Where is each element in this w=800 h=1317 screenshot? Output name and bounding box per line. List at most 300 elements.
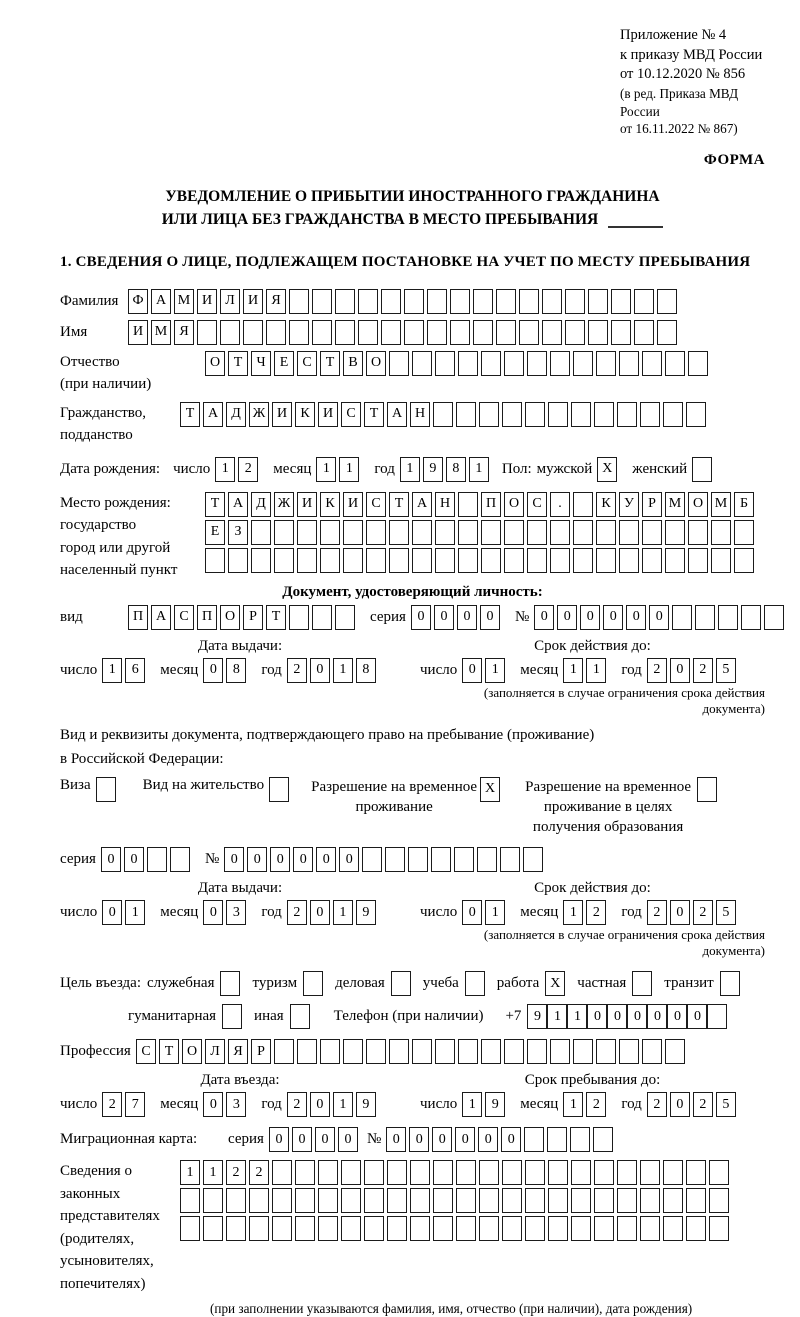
char-cell[interactable] [672, 605, 692, 630]
char-cell[interactable] [571, 1160, 591, 1185]
char-cell[interactable]: 1 [125, 900, 145, 925]
char-cell[interactable]: А [203, 402, 223, 427]
temp-residence-edu-checkbox[interactable] [697, 777, 717, 802]
char-cell[interactable] [335, 289, 355, 314]
char-cell[interactable]: Р [642, 492, 662, 517]
char-cell[interactable] [741, 605, 761, 630]
char-cell[interactable] [496, 320, 516, 345]
char-cell[interactable] [320, 520, 340, 545]
char-cell[interactable] [320, 1039, 340, 1064]
char-cell[interactable] [251, 548, 271, 573]
char-cell[interactable] [524, 1127, 544, 1152]
char-cell[interactable]: И [128, 320, 148, 345]
char-cell[interactable]: А [151, 605, 171, 630]
char-cell[interactable] [550, 520, 570, 545]
char-cell[interactable]: 2 [249, 1160, 269, 1185]
char-cell[interactable] [523, 847, 543, 872]
char-cell[interactable] [404, 320, 424, 345]
char-cell[interactable]: К [320, 492, 340, 517]
char-cell[interactable] [548, 1188, 568, 1213]
char-cell[interactable]: 0 [386, 1127, 406, 1152]
char-cell[interactable] [500, 847, 520, 872]
char-cell[interactable] [412, 548, 432, 573]
char-cell[interactable]: Д [251, 492, 271, 517]
char-cell[interactable]: И [318, 402, 338, 427]
char-cell[interactable] [686, 1216, 706, 1241]
char-cell[interactable]: 0 [627, 1004, 647, 1029]
char-cell[interactable]: Е [205, 520, 225, 545]
char-cell[interactable] [642, 548, 662, 573]
char-cell[interactable] [274, 1039, 294, 1064]
char-cell[interactable]: П [197, 605, 217, 630]
char-cell[interactable] [525, 402, 545, 427]
char-cell[interactable] [458, 1039, 478, 1064]
char-cell[interactable] [588, 289, 608, 314]
char-cell[interactable] [243, 320, 263, 345]
char-cell[interactable]: 0 [270, 847, 290, 872]
char-cell[interactable] [594, 402, 614, 427]
char-cell[interactable] [226, 1216, 246, 1241]
char-cell[interactable] [450, 320, 470, 345]
char-cell[interactable] [412, 351, 432, 376]
residence-permit-checkbox[interactable] [269, 777, 289, 802]
char-cell[interactable]: 6 [125, 658, 145, 683]
char-cell[interactable]: К [295, 402, 315, 427]
char-cell[interactable]: 2 [586, 1092, 606, 1117]
char-cell[interactable] [170, 847, 190, 872]
char-cell[interactable] [266, 320, 286, 345]
char-cell[interactable] [274, 520, 294, 545]
char-cell[interactable]: 0 [462, 658, 482, 683]
char-cell[interactable] [297, 520, 317, 545]
char-cell[interactable] [686, 402, 706, 427]
char-cell[interactable] [573, 1039, 593, 1064]
char-cell[interactable]: 7 [125, 1092, 145, 1117]
char-cell[interactable] [504, 351, 524, 376]
char-cell[interactable] [573, 351, 593, 376]
char-cell[interactable] [389, 1039, 409, 1064]
char-cell[interactable] [686, 1160, 706, 1185]
char-cell[interactable] [318, 1188, 338, 1213]
char-cell[interactable]: 0 [434, 605, 454, 630]
char-cell[interactable]: 0 [670, 1092, 690, 1117]
char-cell[interactable]: О [504, 492, 524, 517]
char-cell[interactable]: 0 [534, 605, 554, 630]
char-cell[interactable]: 5 [716, 900, 736, 925]
char-cell[interactable]: 8 [226, 658, 246, 683]
char-cell[interactable] [456, 402, 476, 427]
char-cell[interactable]: 2 [226, 1160, 246, 1185]
char-cell[interactable] [527, 548, 547, 573]
char-cell[interactable] [297, 1039, 317, 1064]
char-cell[interactable] [548, 402, 568, 427]
char-cell[interactable] [412, 1039, 432, 1064]
char-cell[interactable] [479, 402, 499, 427]
char-cell[interactable] [665, 1039, 685, 1064]
char-cell[interactable]: В [343, 351, 363, 376]
male-checkbox[interactable]: X [597, 457, 617, 482]
char-cell[interactable]: И [197, 289, 217, 314]
char-cell[interactable]: 0 [292, 1127, 312, 1152]
char-cell[interactable]: 0 [203, 900, 223, 925]
char-cell[interactable]: 0 [203, 658, 223, 683]
purpose-other-checkbox[interactable] [290, 1004, 310, 1029]
char-cell[interactable] [640, 1216, 660, 1241]
char-cell[interactable] [458, 492, 478, 517]
char-cell[interactable] [642, 520, 662, 545]
char-cell[interactable]: 9 [485, 1092, 505, 1117]
char-cell[interactable]: Д [226, 402, 246, 427]
char-cell[interactable] [203, 1188, 223, 1213]
char-cell[interactable] [289, 289, 309, 314]
char-cell[interactable] [596, 520, 616, 545]
char-cell[interactable] [695, 605, 715, 630]
char-cell[interactable]: 0 [626, 605, 646, 630]
char-cell[interactable] [764, 605, 784, 630]
char-cell[interactable] [427, 289, 447, 314]
char-cell[interactable] [593, 1127, 613, 1152]
char-cell[interactable]: 2 [287, 900, 307, 925]
char-cell[interactable] [686, 1188, 706, 1213]
char-cell[interactable]: Т [364, 402, 384, 427]
char-cell[interactable] [341, 1160, 361, 1185]
char-cell[interactable] [343, 1039, 363, 1064]
char-cell[interactable]: 3 [226, 900, 246, 925]
char-cell[interactable] [519, 289, 539, 314]
char-cell[interactable]: И [272, 402, 292, 427]
char-cell[interactable] [435, 1039, 455, 1064]
char-cell[interactable] [341, 1188, 361, 1213]
char-cell[interactable] [203, 1216, 223, 1241]
char-cell[interactable]: 0 [455, 1127, 475, 1152]
char-cell[interactable]: С [136, 1039, 156, 1064]
char-cell[interactable] [481, 1039, 501, 1064]
char-cell[interactable]: 2 [287, 658, 307, 683]
char-cell[interactable]: . [550, 492, 570, 517]
char-cell[interactable]: Р [243, 605, 263, 630]
char-cell[interactable]: Е [274, 351, 294, 376]
char-cell[interactable] [456, 1160, 476, 1185]
char-cell[interactable]: О [688, 492, 708, 517]
char-cell[interactable]: 1 [563, 900, 583, 925]
char-cell[interactable] [565, 289, 585, 314]
char-cell[interactable] [387, 1188, 407, 1213]
char-cell[interactable] [542, 320, 562, 345]
char-cell[interactable] [663, 1216, 683, 1241]
char-cell[interactable]: 0 [411, 605, 431, 630]
char-cell[interactable] [433, 402, 453, 427]
char-cell[interactable]: Т [205, 492, 225, 517]
char-cell[interactable] [496, 289, 516, 314]
char-cell[interactable]: 2 [647, 658, 667, 683]
char-cell[interactable] [479, 1216, 499, 1241]
char-cell[interactable]: О [205, 351, 225, 376]
char-cell[interactable]: 0 [457, 605, 477, 630]
char-cell[interactable]: И [243, 289, 263, 314]
char-cell[interactable] [663, 402, 683, 427]
char-cell[interactable]: Б [734, 492, 754, 517]
char-cell[interactable] [711, 548, 731, 573]
char-cell[interactable]: Р [251, 1039, 271, 1064]
char-cell[interactable] [527, 351, 547, 376]
char-cell[interactable] [596, 1039, 616, 1064]
char-cell[interactable]: 0 [310, 1092, 330, 1117]
char-cell[interactable] [251, 520, 271, 545]
char-cell[interactable] [665, 351, 685, 376]
female-checkbox[interactable] [692, 457, 712, 482]
char-cell[interactable] [548, 1160, 568, 1185]
char-cell[interactable]: О [366, 351, 386, 376]
char-cell[interactable]: 1 [485, 900, 505, 925]
char-cell[interactable] [387, 1160, 407, 1185]
visa-checkbox[interactable] [96, 777, 116, 802]
char-cell[interactable] [640, 1160, 660, 1185]
char-cell[interactable] [617, 1188, 637, 1213]
char-cell[interactable] [228, 548, 248, 573]
char-cell[interactable] [663, 1160, 683, 1185]
char-cell[interactable] [571, 1188, 591, 1213]
char-cell[interactable] [435, 520, 455, 545]
char-cell[interactable] [573, 548, 593, 573]
char-cell[interactable]: 8 [356, 658, 376, 683]
char-cell[interactable]: 1 [567, 1004, 587, 1029]
char-cell[interactable]: 0 [124, 847, 144, 872]
char-cell[interactable] [734, 520, 754, 545]
char-cell[interactable]: 1 [102, 658, 122, 683]
char-cell[interactable] [657, 320, 677, 345]
char-cell[interactable] [688, 548, 708, 573]
char-cell[interactable] [410, 1188, 430, 1213]
char-cell[interactable]: Н [435, 492, 455, 517]
char-cell[interactable]: И [343, 492, 363, 517]
char-cell[interactable] [611, 320, 631, 345]
char-cell[interactable] [707, 1004, 727, 1029]
purpose-humanitarian-checkbox[interactable] [222, 1004, 242, 1029]
char-cell[interactable] [456, 1188, 476, 1213]
char-cell[interactable]: 1 [316, 457, 336, 482]
char-cell[interactable]: 1 [547, 1004, 567, 1029]
char-cell[interactable]: А [151, 289, 171, 314]
char-cell[interactable]: К [596, 492, 616, 517]
char-cell[interactable]: 1 [333, 658, 353, 683]
char-cell[interactable]: Т [159, 1039, 179, 1064]
char-cell[interactable]: 0 [247, 847, 267, 872]
char-cell[interactable] [502, 1188, 522, 1213]
char-cell[interactable] [734, 548, 754, 573]
char-cell[interactable]: О [182, 1039, 202, 1064]
char-cell[interactable]: П [128, 605, 148, 630]
char-cell[interactable] [525, 1160, 545, 1185]
char-cell[interactable] [295, 1216, 315, 1241]
char-cell[interactable] [542, 289, 562, 314]
char-cell[interactable] [565, 320, 585, 345]
char-cell[interactable] [343, 520, 363, 545]
char-cell[interactable] [596, 548, 616, 573]
char-cell[interactable]: 1 [469, 457, 489, 482]
char-cell[interactable] [688, 520, 708, 545]
char-cell[interactable] [272, 1160, 292, 1185]
char-cell[interactable] [389, 520, 409, 545]
char-cell[interactable]: 1 [563, 658, 583, 683]
char-cell[interactable] [295, 1160, 315, 1185]
char-cell[interactable] [709, 1216, 729, 1241]
char-cell[interactable] [502, 1216, 522, 1241]
char-cell[interactable]: С [366, 492, 386, 517]
char-cell[interactable]: Т [266, 605, 286, 630]
char-cell[interactable] [619, 548, 639, 573]
char-cell[interactable] [362, 847, 382, 872]
char-cell[interactable] [477, 847, 497, 872]
char-cell[interactable] [385, 847, 405, 872]
char-cell[interactable] [458, 520, 478, 545]
char-cell[interactable] [343, 548, 363, 573]
char-cell[interactable] [381, 320, 401, 345]
char-cell[interactable] [341, 1216, 361, 1241]
char-cell[interactable]: С [527, 492, 547, 517]
char-cell[interactable]: 0 [501, 1127, 521, 1152]
char-cell[interactable]: 0 [432, 1127, 452, 1152]
char-cell[interactable] [570, 1127, 590, 1152]
purpose-work-checkbox[interactable]: X [545, 971, 565, 996]
purpose-commercial-checkbox[interactable] [391, 971, 411, 996]
char-cell[interactable] [147, 847, 167, 872]
char-cell[interactable]: 0 [557, 605, 577, 630]
char-cell[interactable]: 0 [203, 1092, 223, 1117]
char-cell[interactable]: Ф [128, 289, 148, 314]
char-cell[interactable] [226, 1188, 246, 1213]
char-cell[interactable] [527, 1039, 547, 1064]
char-cell[interactable]: У [619, 492, 639, 517]
char-cell[interactable] [454, 847, 474, 872]
char-cell[interactable]: А [387, 402, 407, 427]
char-cell[interactable]: Ж [249, 402, 269, 427]
char-cell[interactable]: 0 [480, 605, 500, 630]
char-cell[interactable] [450, 289, 470, 314]
char-cell[interactable]: Я [228, 1039, 248, 1064]
char-cell[interactable] [433, 1216, 453, 1241]
char-cell[interactable]: Я [174, 320, 194, 345]
char-cell[interactable]: 1 [563, 1092, 583, 1117]
char-cell[interactable]: 1 [333, 1092, 353, 1117]
char-cell[interactable] [711, 520, 731, 545]
char-cell[interactable]: Т [228, 351, 248, 376]
char-cell[interactable] [197, 320, 217, 345]
char-cell[interactable] [364, 1160, 384, 1185]
char-cell[interactable] [458, 548, 478, 573]
char-cell[interactable] [335, 605, 355, 630]
char-cell[interactable] [571, 402, 591, 427]
char-cell[interactable] [479, 1188, 499, 1213]
char-cell[interactable] [619, 351, 639, 376]
char-cell[interactable]: Т [320, 351, 340, 376]
char-cell[interactable]: 2 [693, 900, 713, 925]
char-cell[interactable] [410, 1160, 430, 1185]
char-cell[interactable]: З [228, 520, 248, 545]
char-cell[interactable] [611, 289, 631, 314]
char-cell[interactable] [408, 847, 428, 872]
char-cell[interactable] [548, 1216, 568, 1241]
char-cell[interactable] [272, 1188, 292, 1213]
char-cell[interactable]: 0 [269, 1127, 289, 1152]
char-cell[interactable]: 1 [333, 900, 353, 925]
char-cell[interactable] [525, 1188, 545, 1213]
char-cell[interactable] [617, 1216, 637, 1241]
char-cell[interactable] [573, 492, 593, 517]
char-cell[interactable]: 1 [215, 457, 235, 482]
char-cell[interactable] [481, 351, 501, 376]
char-cell[interactable]: 1 [339, 457, 359, 482]
char-cell[interactable]: 0 [310, 900, 330, 925]
char-cell[interactable] [663, 1188, 683, 1213]
char-cell[interactable] [709, 1188, 729, 1213]
char-cell[interactable]: 9 [356, 900, 376, 925]
char-cell[interactable]: А [228, 492, 248, 517]
char-cell[interactable]: М [151, 320, 171, 345]
char-cell[interactable] [596, 351, 616, 376]
char-cell[interactable] [180, 1216, 200, 1241]
purpose-study-checkbox[interactable] [465, 971, 485, 996]
char-cell[interactable]: 0 [647, 1004, 667, 1029]
char-cell[interactable]: 1 [485, 658, 505, 683]
char-cell[interactable]: 5 [716, 1092, 736, 1117]
char-cell[interactable]: 0 [338, 1127, 358, 1152]
char-cell[interactable] [657, 289, 677, 314]
char-cell[interactable] [571, 1216, 591, 1241]
temp-residence-checkbox[interactable]: X [480, 777, 500, 802]
char-cell[interactable] [297, 548, 317, 573]
char-cell[interactable] [180, 1188, 200, 1213]
char-cell[interactable]: 2 [647, 1092, 667, 1117]
char-cell[interactable] [502, 1160, 522, 1185]
char-cell[interactable] [640, 402, 660, 427]
char-cell[interactable] [594, 1160, 614, 1185]
char-cell[interactable]: 0 [101, 847, 121, 872]
char-cell[interactable] [527, 520, 547, 545]
char-cell[interactable]: 0 [293, 847, 313, 872]
char-cell[interactable] [433, 1188, 453, 1213]
char-cell[interactable]: 5 [716, 658, 736, 683]
char-cell[interactable] [389, 548, 409, 573]
char-cell[interactable] [381, 289, 401, 314]
char-cell[interactable]: 0 [687, 1004, 707, 1029]
char-cell[interactable]: 0 [224, 847, 244, 872]
char-cell[interactable] [688, 351, 708, 376]
char-cell[interactable]: С [174, 605, 194, 630]
char-cell[interactable]: О [220, 605, 240, 630]
char-cell[interactable] [318, 1216, 338, 1241]
char-cell[interactable]: Т [180, 402, 200, 427]
char-cell[interactable] [617, 1160, 637, 1185]
char-cell[interactable] [435, 548, 455, 573]
char-cell[interactable] [642, 1039, 662, 1064]
char-cell[interactable] [435, 351, 455, 376]
char-cell[interactable]: 2 [693, 1092, 713, 1117]
char-cell[interactable] [289, 605, 309, 630]
char-cell[interactable]: 0 [649, 605, 669, 630]
char-cell[interactable]: 1 [586, 658, 606, 683]
char-cell[interactable] [433, 1160, 453, 1185]
char-cell[interactable] [364, 1216, 384, 1241]
purpose-business-checkbox[interactable] [220, 971, 240, 996]
char-cell[interactable]: 0 [670, 658, 690, 683]
char-cell[interactable]: Ж [274, 492, 294, 517]
char-cell[interactable]: М [711, 492, 731, 517]
char-cell[interactable] [366, 1039, 386, 1064]
purpose-transit-checkbox[interactable] [720, 971, 740, 996]
char-cell[interactable] [358, 320, 378, 345]
char-cell[interactable] [573, 520, 593, 545]
char-cell[interactable] [404, 289, 424, 314]
